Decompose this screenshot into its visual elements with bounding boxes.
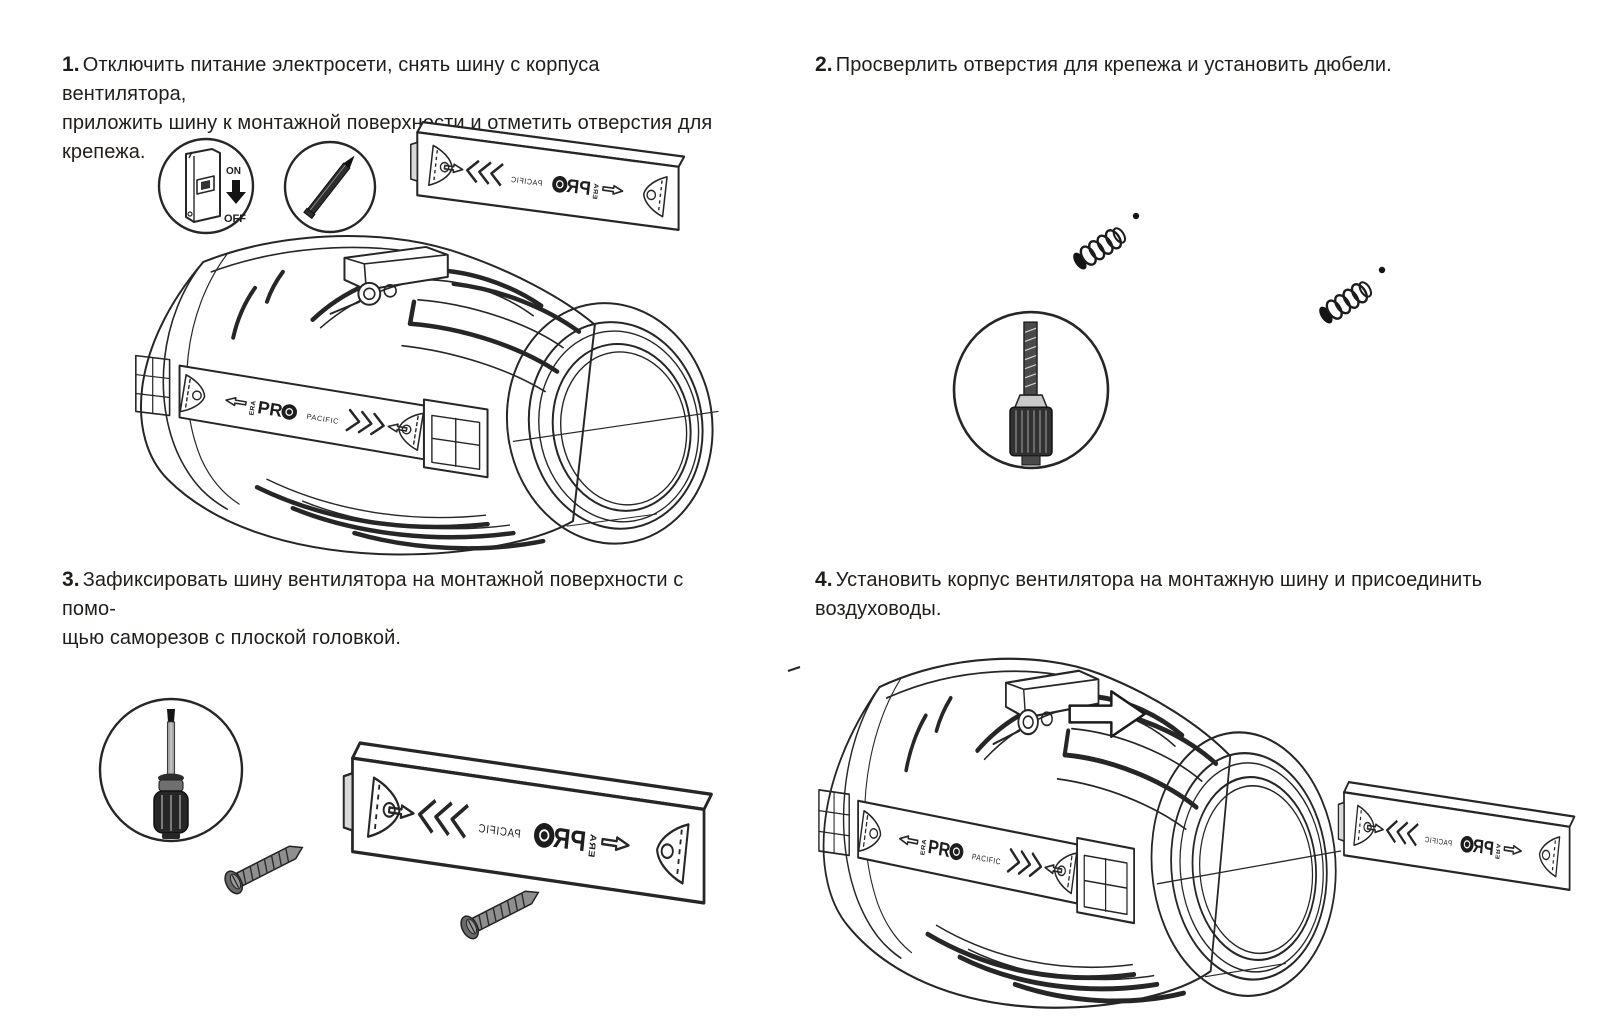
- marking-pencil-icon: [282, 139, 378, 235]
- step-number: 1.: [62, 53, 80, 76]
- step-line: щью саморезов с плоской головкой.: [62, 627, 402, 649]
- step-line: приложить шину к монтажной поверхности и отметить отверстия для: [62, 112, 713, 134]
- step-2-text: [815, 50, 1535, 80]
- circuit-breaker-off-icon: [156, 134, 262, 240]
- step-line: Зафиксировать шину вентилятора на монтажной поверхности с помо-: [62, 569, 684, 620]
- slide-direction-arrow: [1068, 688, 1148, 740]
- drill-bit-icon: [950, 308, 1112, 472]
- screw-2: [450, 878, 550, 946]
- screw-1: [214, 833, 314, 901]
- step-line: воздуховоды.: [815, 598, 942, 620]
- step-number: 2.: [815, 53, 833, 76]
- step-line: Просверлить отверстия для крепежа и установить дюбели.: [835, 54, 1392, 76]
- mounting-rail-step4: [1336, 776, 1576, 900]
- step-3-text: [62, 565, 722, 653]
- wall-dowel-1: [1062, 204, 1146, 280]
- fan-body-step1: [108, 228, 724, 562]
- step-line: Отключить питание электросети, снять шину с корпуса вентилятора,: [62, 54, 600, 105]
- mounting-rail-step1: [408, 116, 686, 240]
- step-number: 4.: [815, 568, 833, 591]
- step-number: 3.: [62, 568, 80, 591]
- screwdriver-icon: [96, 695, 246, 845]
- wall-dowel-2: [1308, 258, 1392, 334]
- step-line: Установить корпус вентилятора на монтажную шину и присоединить: [835, 569, 1483, 591]
- step-line: крепежа.: [62, 141, 146, 163]
- step-4-text: [815, 565, 1495, 624]
